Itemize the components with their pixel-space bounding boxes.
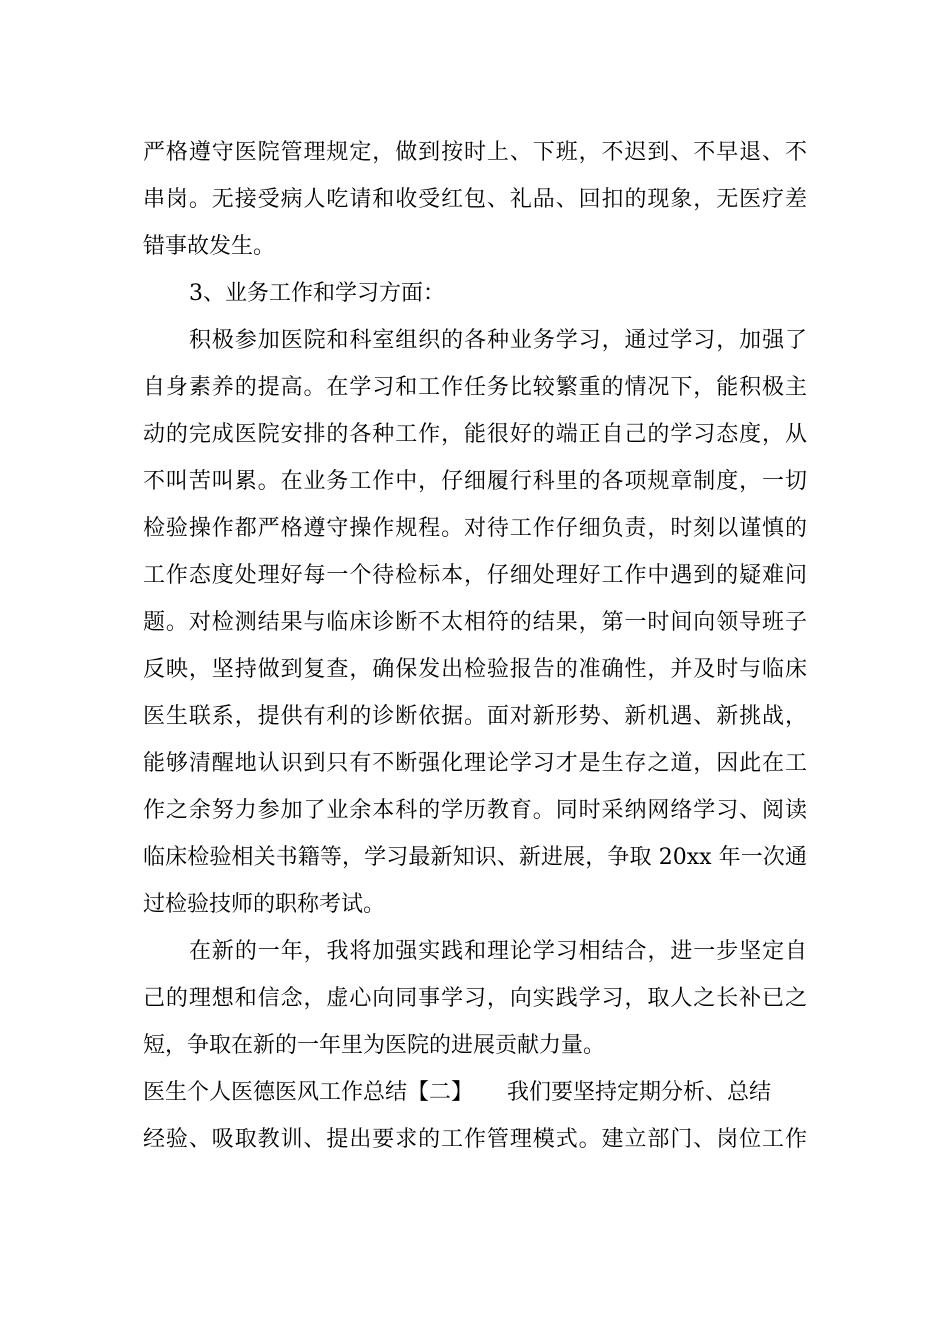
- text-line: 自身素养的提高。在学习和工作任务比较繁重的情况下，能积极主: [143, 375, 807, 400]
- text-line: 串岗。无接受病人吃请和收受红包、礼品、回扣的现象，无医疗差: [143, 187, 807, 212]
- section-title: 医生个人医德医风工作总结【二】: [143, 1080, 474, 1105]
- text-line: 反映，坚持做到复查，确保发出检验报告的准确性，并及时与临床: [143, 657, 807, 682]
- text-line: 在新的一年，我将加强实践和理论学习相结合，进一步坚定自: [189, 939, 807, 964]
- text-line: 题。对检测结果与临床诊断不太相符的结果，第一时间向领导班子: [143, 610, 807, 635]
- text-line: 动的完成医院安排的各种工作，能很好的端正自己的学习态度，从: [143, 422, 807, 447]
- paragraph-discipline: [143, 129, 807, 270]
- text-line: 积极参加医院和科室组织的各种业务学习，通过学习，加强了: [189, 328, 807, 353]
- section-heading-3: 3、业务工作和学习方面：: [189, 281, 445, 306]
- paragraph-study: [143, 317, 807, 928]
- paragraph-new-year: [143, 928, 807, 1069]
- section-title-line: [143, 1069, 807, 1116]
- text-line: 错事故发生。: [143, 234, 276, 259]
- text-line: 临床检验相关书籍等，学习最新知识、新进展，争取 20xx 年一次通: [143, 845, 807, 870]
- section-two: [143, 1069, 807, 1163]
- text-line: 不叫苦叫累。在业务工作中，仔细履行科里的各项规章制度，一切: [143, 469, 807, 494]
- text-line: 己的理想和信念，虚心向同事学习，向实践学习，取人之长补已之: [143, 986, 807, 1011]
- text-line: 短，争取在新的一年里为医院的进展贡献力量。: [143, 1033, 606, 1058]
- text-line: 工作态度处理好每一个待检标本，仔细处理好工作中遇到的疑难问: [143, 563, 807, 588]
- text-line: 医生联系，提供有利的诊断依据。面对新形势、新机遇、新挑战，: [143, 704, 807, 729]
- text-line: 作之余努力参加了业余本科的学历教育。同时采纳网络学习、阅读: [143, 798, 807, 823]
- text-line: 过检验技师的职称考试。: [143, 892, 386, 917]
- text-line: 能够清醒地认识到只有不断强化理论学习才是生存之道，因此在工: [143, 751, 807, 776]
- text-line: 经验、吸取教训、提出要求的工作管理模式。建立部门、岗位工作: [143, 1127, 807, 1152]
- text-line: 严格遵守医院管理规定，做到按时上、下班，不迟到、不早退、不: [143, 140, 807, 165]
- section-first-text: 我们要坚持定期分析、总结: [507, 1080, 772, 1105]
- text-line: 检验操作都严格遵守操作规程。对待工作仔细负责，时刻以谨慎的: [143, 516, 807, 541]
